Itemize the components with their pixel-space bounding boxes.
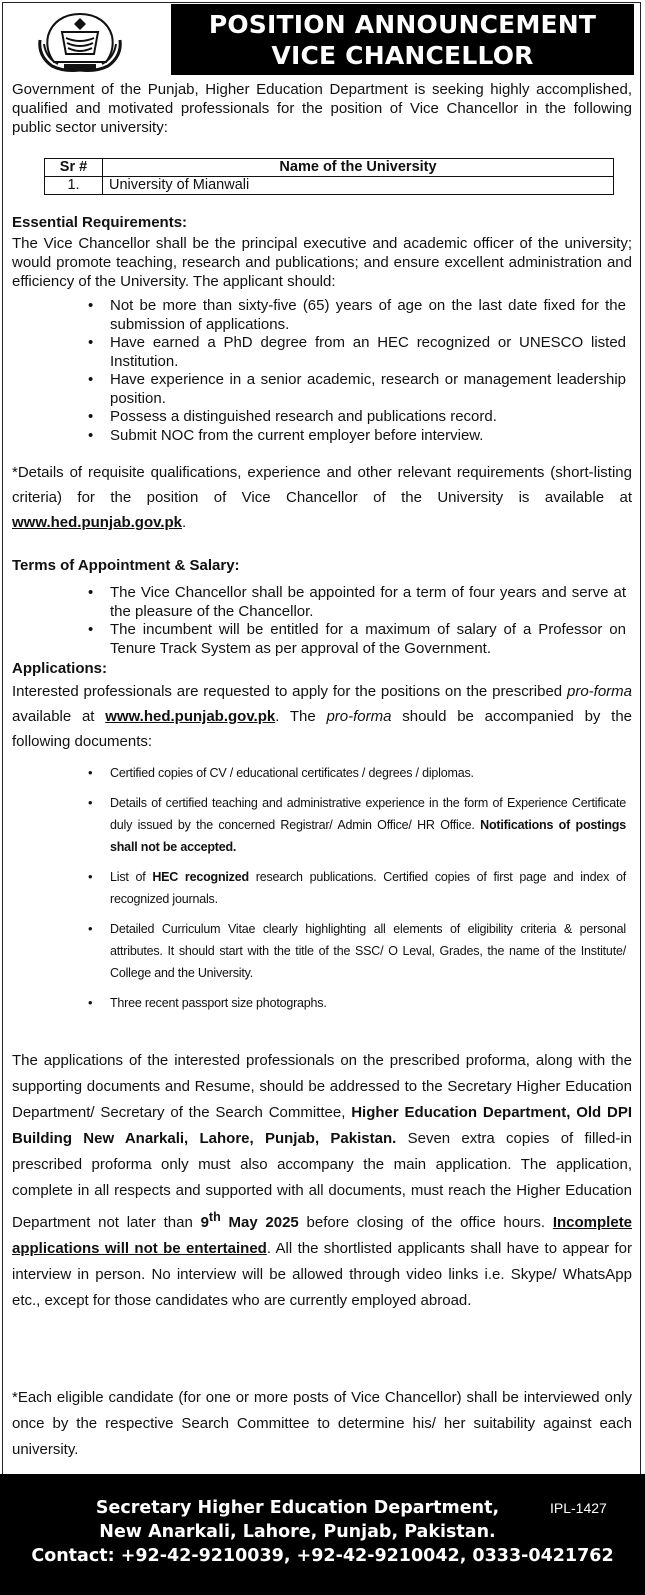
applications-text-c: . The xyxy=(275,708,316,725)
essential-heading: Essential Requirements: xyxy=(12,214,188,231)
footer-banner xyxy=(0,1474,645,1595)
punjab-emblem-logo xyxy=(34,10,126,74)
footer-line-2: New Anarkali, Lahore, Punjab, Pakistan. xyxy=(99,1522,496,1542)
footer-line-1: Secretary Higher Education Department, xyxy=(95,1498,500,1518)
details-paragraph xyxy=(12,460,632,535)
proforma-term: pro-forma xyxy=(566,683,633,700)
footer-contact: Contact: +92-42-9210039, +92-42-9210042, 0333-0421762 xyxy=(31,1546,614,1566)
list-item xyxy=(88,792,626,858)
final-text-a: The applications of the interested professionals on the prescribed proforma, along with the supporting documents and Resume, should be addressed to the Secretary Higher Education Department/ Secretary of the Search Committee, xyxy=(12,1052,632,1121)
list-item: • Have earned a PhD degree from an HEC recognized or UNESCO listed Institution. xyxy=(88,334,626,371)
terms-heading: Terms of Appointment & Salary: xyxy=(12,557,240,574)
intro-paragraph: Government of the Punjab, Higher Education Department is seeking highly accomplished, qualified and motivated professionals for the position of Vice Chancellor in the following public sector university: xyxy=(12,81,632,136)
list-item: • Have experience in a senior academic, research or management leadership position. xyxy=(88,371,626,408)
header-sr: Sr # xyxy=(45,159,103,177)
list-item xyxy=(88,866,626,910)
applications-text-d: should be accompanied by the following documents: xyxy=(12,708,633,750)
title-line-1: POSITION ANNOUNCEMENT xyxy=(208,9,597,39)
deadline-month-year: May 2025 xyxy=(228,1214,299,1231)
applications-heading: Applications: xyxy=(12,660,108,677)
header-university-name: Name of the University xyxy=(103,159,614,177)
hed-website-link-2[interactable]: www.hed.punjab.gov.pk xyxy=(105,708,276,725)
deadline-date xyxy=(200,1210,299,1231)
item3-text-c: research publications. Certified copies of first page and index of recognized journals. xyxy=(110,870,627,906)
title-line-2: VICE CHANCELLOR xyxy=(271,40,534,70)
list-item: • Submit NOC from the current employer before interview. xyxy=(88,427,626,446)
title-banner xyxy=(171,4,634,75)
essential-list xyxy=(88,297,626,445)
hed-website-link[interactable]: www.hed.punjab.gov.pk xyxy=(12,514,183,531)
table-header-row xyxy=(45,159,614,177)
list-item: • The Vice Chancellor shall be appointed for a term of four years and serve at the pleasure of the Chancellor. xyxy=(88,584,626,621)
terms-list xyxy=(88,584,626,658)
item2-bold: Notifications of postings shall not be accepted. xyxy=(110,818,626,854)
details-end: . xyxy=(182,514,187,531)
department-address: Higher Education Department, Old DPI Building New Anarkali, Lahore, Punjab, Pakistan. xyxy=(12,1104,633,1147)
list-item: • Certified copies of CV / educational certificates / degrees / diplomas. xyxy=(88,762,626,784)
list-item: • Not be more than sixty-five (65) years of age on the last date fixed for the submission of applications. xyxy=(88,297,626,334)
list-item: • The incumbent will be entitled for a maximum of salary of a Professor on Tenure Track System as per approval of the Government. xyxy=(88,621,626,658)
proforma-term-2: pro-forma xyxy=(326,708,392,725)
list-item: • Three recent passport size photographs. xyxy=(88,992,626,1014)
each-candidate-paragraph: *Each eligible candidate (for one or more posts of Vice Chancellor) shall be interviewed only once by the respective Search Committee to determine his/ her suitability against each university. xyxy=(12,1389,632,1458)
deadline-suffix: th xyxy=(208,1210,221,1224)
essential-paragraph: The Vice Chancellor shall be the principal executive and academic officer of the university; would promote teaching, research and publications; and ensure excellent administration and efficiency of the University. The applicant should: xyxy=(12,235,632,290)
applications-paragraph xyxy=(12,679,632,754)
details-text: *Details of requisite qualifications, experience and other relevant requirements (short-listing criteria) for the position of Vice Chancellor of the University is available at xyxy=(12,464,632,506)
list-item: • Detailed Curriculum Vitae clearly highlighting all elements of eligibility criteria & personal attributes. It should start with the title of the SSC/ O Leval, Grades, the name of the Institute/ College and the University. xyxy=(88,918,626,984)
incomplete-warning: Incomplete applications will not be entertained xyxy=(12,1214,633,1257)
cell-sr: 1. xyxy=(45,177,103,195)
applications-text-a: Interested professionals are requested to apply for the positions on the prescribed xyxy=(12,683,563,700)
item3-bold: HEC recognized xyxy=(152,870,249,884)
final-text-d: before closing of the office hours. xyxy=(306,1214,546,1231)
list-item: • Possess a distinguished research and publications record. xyxy=(88,408,626,427)
deadline-day: 9 xyxy=(200,1214,209,1231)
university-table xyxy=(44,158,614,195)
final-text-f: . All the shortlisted applicants shall have to appear for interview in person. No interview will be allowed through video links i.e. Skype/ WhatsApp etc., except for those candidates who are currently employed abroad. xyxy=(12,1240,632,1309)
submission-paragraph xyxy=(12,1048,632,1314)
cell-university-name: University of Mianwali xyxy=(103,177,614,195)
documents-list xyxy=(88,762,626,1022)
table-row xyxy=(45,177,614,195)
item3-text-a: List of xyxy=(110,870,146,884)
final-text-c: Seven extra copies of filled-in prescribed proforma only must also accompany the main application. The application, complete in all respects and supported with all documents, must reach the Higher Education Department not later than xyxy=(12,1130,633,1231)
ipl-code: IPL-1427 xyxy=(550,1500,607,1516)
applications-text-b: available at xyxy=(12,708,95,725)
item2-text: Details of certified teaching and administrative experience in the form of Experience Certificate duly issued by the concerned Registrar/ Admin Office/ HR Office. xyxy=(110,796,626,832)
